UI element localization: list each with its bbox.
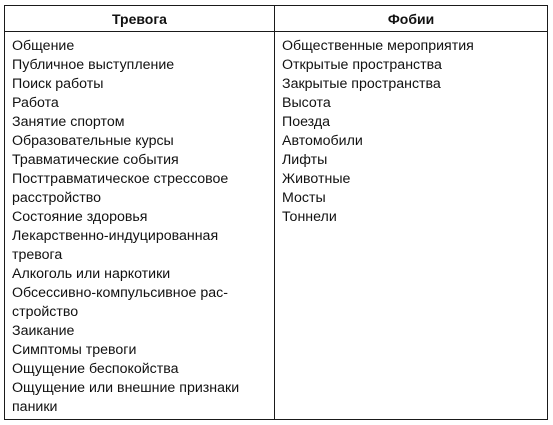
- phobia-list-item: Общественные мероприятия: [282, 38, 474, 54]
- anxiety-list-item: Образовательные курсы: [12, 133, 174, 149]
- anxiety-list-item: Общение: [12, 38, 75, 54]
- anxiety-list-item: Обсессивно-компульсивное рас-: [12, 285, 228, 301]
- phobia-list-item: Высота: [282, 95, 331, 111]
- anxiety-list-item: расстройство: [12, 190, 102, 206]
- anxiety-list-item: тревога: [12, 247, 63, 263]
- anxiety-list-item: паники: [12, 399, 58, 415]
- anxiety-list-item: Поиск работы: [12, 76, 104, 92]
- anxiety-list-item: Занятие спортом: [12, 114, 125, 130]
- phobias-list: [282, 37, 547, 227]
- header-row: [5, 6, 548, 32]
- phobia-list-item: Поезда: [282, 114, 331, 130]
- content-row: [5, 32, 548, 420]
- phobia-list-item: Автомобили: [282, 133, 363, 149]
- phobia-list-item: Открытые пространства: [282, 57, 442, 73]
- phobia-list-item: Тоннели: [282, 209, 337, 225]
- anxiety-list-item: стройство: [12, 304, 79, 320]
- phobias-column-header: Фобии: [275, 6, 548, 32]
- phobia-list-item: Мосты: [282, 190, 326, 206]
- anxiety-cell: [5, 32, 275, 420]
- anxiety-list-item: Лекарственно-индуцированная: [12, 228, 219, 244]
- anxiety-list-item: Заикание: [12, 323, 75, 339]
- anxiety-list-item: Травматические события: [12, 152, 179, 168]
- phobia-list-item: Лифты: [282, 152, 328, 168]
- anxiety-list-item: Симптомы тревоги: [12, 342, 137, 358]
- anxiety-list-item: Состояние здоровья: [12, 209, 148, 225]
- anxiety-list-item: Ощущение беспокойства: [12, 361, 179, 377]
- anxiety-list-item: Ощущение или внешние признаки: [12, 380, 240, 396]
- phobia-list-item: Закрытые пространства: [282, 76, 441, 92]
- anxiety-list-item: Публичное выступление: [12, 57, 175, 73]
- phobia-list-item: Животные: [282, 171, 351, 187]
- anxiety-list-item: Посттравматическое стрессовое: [12, 171, 229, 187]
- anxiety-list-item: Алкоголь или наркотики: [12, 266, 171, 282]
- phobias-cell: [275, 32, 548, 420]
- anxiety-column-header: Тревога: [5, 6, 275, 32]
- anxiety-phobia-table: [4, 5, 548, 420]
- anxiety-list-item: Работа: [12, 95, 59, 111]
- anxiety-list: [12, 37, 274, 417]
